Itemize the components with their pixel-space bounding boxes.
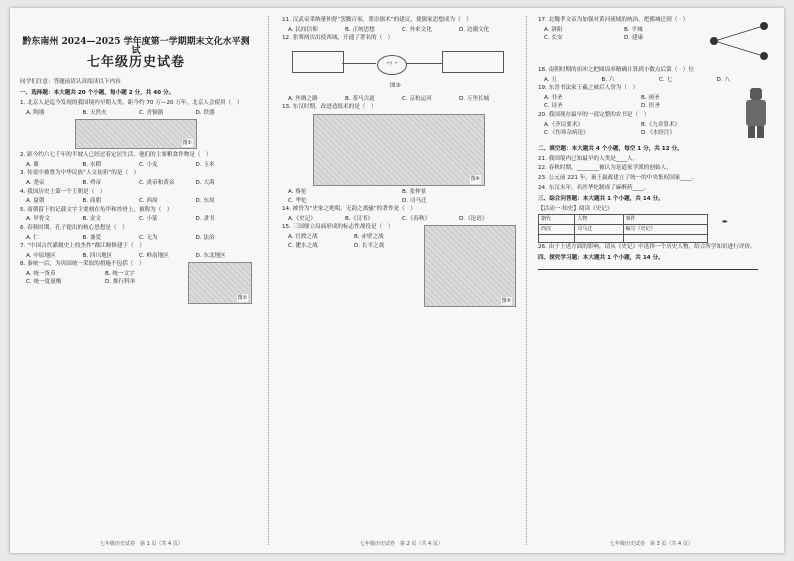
- question-26: 26. 由于上述方面的影响，请从《史记》中选择一个历史人物，结合所学知识进行评价。: [538, 243, 756, 250]
- page-column-2: [282, 16, 516, 531]
- question-14-options: A.《史记》 B.《汉书》 C.《春秋》 D.《论语》: [288, 215, 488, 222]
- table-row: 西汉 司马迁 编写《史记》: [539, 224, 708, 234]
- answer-line: [538, 264, 774, 274]
- calligraphy-image: ✒: [722, 217, 728, 227]
- question-6-options: A. 仁 B. 兼爱 C. 无为 D. 法治: [26, 234, 215, 241]
- fill-question-24: 24. 东汉末年，名医华佗制成了麻醉药____。: [538, 184, 650, 191]
- section-4-heading: 四、探究学习题：本大题共 1 个小题，共 14 分。: [538, 255, 664, 262]
- question-2-options: A. 粟 B. 水稻 C. 小麦 D. 玉米: [26, 161, 215, 168]
- question-17-options: A. 洛阳 B. 平城 C. 长安 D. 建康: [544, 26, 644, 42]
- question-3: 3. 传说中被尊为中华民族“人文初祖”的是（ ）: [20, 170, 140, 177]
- question-19: 19. 东晋书法家王羲之被后人誉为（ ）: [538, 85, 639, 92]
- exam-title: 七年级历史试卷: [86, 55, 185, 71]
- section-2-heading: 二、填空题：本大题共 4 个小题，每空 1 分，共 12 分。: [538, 146, 683, 153]
- section-1-heading: 一、选择题：本大题共 20 个小题，每小题 2 分，共 40 分。: [20, 90, 175, 97]
- column-divider: [526, 16, 527, 545]
- notice-text: 同学们注意：答题前请认真阅读以下内容: [20, 78, 121, 85]
- question-3-options: A. 尧帝 B. 舜帝 C. 炎帝和黄帝 D. 大禹: [26, 179, 215, 186]
- figure-4-map: 图④: [313, 114, 485, 186]
- question-19-options: A. 书圣 B. 画圣 C. 诗圣 D. 医圣: [544, 94, 661, 110]
- question-7: 7. “中国古代灌溉史上的杰作”都江堰修建于（ ）: [20, 243, 145, 250]
- question-12-options: A. 丝绸之路 B. 茶马古道 C. 京杭运河 D. 万里长城: [288, 95, 490, 102]
- diagram-node: [710, 37, 718, 45]
- question-12: 12. 张骞两次出使西域，开通了著名的（ ）: [282, 35, 394, 42]
- column-divider: [268, 16, 269, 545]
- question-13: 13. 东汉时期，改进造纸术的是（ ）: [282, 104, 377, 111]
- question-11-options: A. 民间信仰 B. 正统思想 C. 外来文化 D. 边疆文化: [288, 26, 490, 33]
- question-4-options: A. 夏朝 B. 商朝 C. 西周 D. 东周: [26, 198, 215, 205]
- question-5-options: A. 甲骨文 B. 金文 C. 小篆 D. 隶书: [26, 216, 215, 223]
- flow-arrow-left: [342, 63, 376, 64]
- relation-diagram: [704, 16, 774, 66]
- flow-diagram: [282, 45, 516, 93]
- question-18: 18. 南朝时期的祖冲之把圆周率精确计算到小数点后第（ ）位: [538, 67, 695, 73]
- section-3-heading: 三、综合问答题：本大题共 1 个小题，共 14 分。: [538, 196, 664, 203]
- question-8-options: A. 统一货币 B. 统一文字 C. 统一度量衡 D. 推行科举: [26, 270, 136, 286]
- figurine-illustration: [738, 84, 774, 142]
- exam-sheet: [10, 8, 784, 553]
- question-1-options: A. 陶器 B. 天然火 C. 青铜器 D. 铁器: [26, 109, 215, 116]
- table-row: [539, 234, 708, 242]
- fill-question-22: 22. 春秋时期，________被认为是道家学派的创始人。: [538, 165, 672, 172]
- figure-3-label: 图③: [390, 83, 401, 90]
- table-title: 【活动一·知史】阅读《史记》: [538, 205, 613, 212]
- question-20-options: A.《齐民要术》 B.《九章算术》 C.《伤寒杂病论》 D.《水经注》: [544, 121, 681, 137]
- fill-question-23: 23. 公元前 221 年，秦王嬴政建立了统一的中央集权国家____。: [538, 174, 698, 181]
- question-11: 11. 汉武帝采纳董仲舒“罢黜百家，尊崇儒术”的建议，使儒家思想成为（ ）: [282, 17, 472, 23]
- question-8: 8. 秦统一后，为巩固统一采取的措施不包括（ ）: [20, 261, 145, 268]
- flow-box-center: “？”: [377, 55, 407, 75]
- page-footer-3: 七年级历史试卷 第 3 页（共 4 页）: [610, 541, 693, 547]
- question-6: 6. 春秋时期，孔子提出的核心思想是（ ）: [20, 224, 128, 231]
- question-18-options: A. 五 B. 六 C. 七 D. 八: [544, 76, 730, 83]
- page-footer-1: 七年级历史试卷 第 1 页（共 4 页）: [100, 541, 183, 547]
- question-20: 20. 我国现存最早的一部完整的农书是（ ）: [538, 111, 650, 118]
- diagram-node: [760, 52, 768, 60]
- page-footer-2: 七年级历史试卷 第 2 页（共 4 页）: [360, 541, 443, 547]
- flow-box-left: [292, 51, 344, 73]
- question-5: 5. 商朝留下的记载文字主要刻在龟甲和兽骨上，被称为（ ）: [20, 206, 173, 213]
- question-15-options: A. 官渡之战 B. 赤壁之战 C. 淝水之战 D. 长平之战: [288, 233, 385, 249]
- figure-1: 图①: [75, 119, 197, 149]
- question-1: 1. 北京人是迄今发现的我国境内早期人类，距今约 70 万—20 万年，北京人会使用（ ）: [20, 99, 243, 106]
- history-table: [538, 214, 708, 242]
- page-column-1: [20, 16, 252, 531]
- question-17: 17. 北魏孝文帝为加强对黄河流域的统治，把都城迁到（ ）: [538, 17, 689, 23]
- question-14: 14. 被誉为“史家之绝唱，无韵之离骚”的著作是（ ）: [282, 206, 416, 213]
- diagram-node: [760, 22, 768, 30]
- question-13-options: A. 蔡伦 B. 张仲景 C. 华佗 D. 司马迁: [288, 188, 427, 204]
- fill-question-21: 21. 我国境内已知最早的人类是____人。: [538, 155, 639, 162]
- question-7-options: A. 中原地区 B. 四川地区 C. 岭南地区 D. 东北地区: [26, 252, 226, 259]
- flow-box-right: [442, 51, 504, 73]
- school-header: 黔东南州 2024—2025 学年度第一学期期末文化水平测试: [22, 37, 250, 56]
- figure-2: 图②: [188, 262, 252, 304]
- flow-arrow-right: [406, 63, 442, 64]
- page-column-3: [538, 16, 774, 531]
- question-2: 2. 距今约六七千年的半坡人已经过着定居生活，他们的主要粮食作物是（ ）: [20, 152, 212, 159]
- figure-5-map: 图⑤: [424, 225, 516, 307]
- table-row: 朝代 人物 事件: [539, 215, 708, 225]
- question-15: 15. 三国鼎立局面形成的标志性战役是（ ）: [282, 224, 394, 231]
- question-4: 4. 我国历史上第一个王朝是（ ）: [20, 188, 106, 195]
